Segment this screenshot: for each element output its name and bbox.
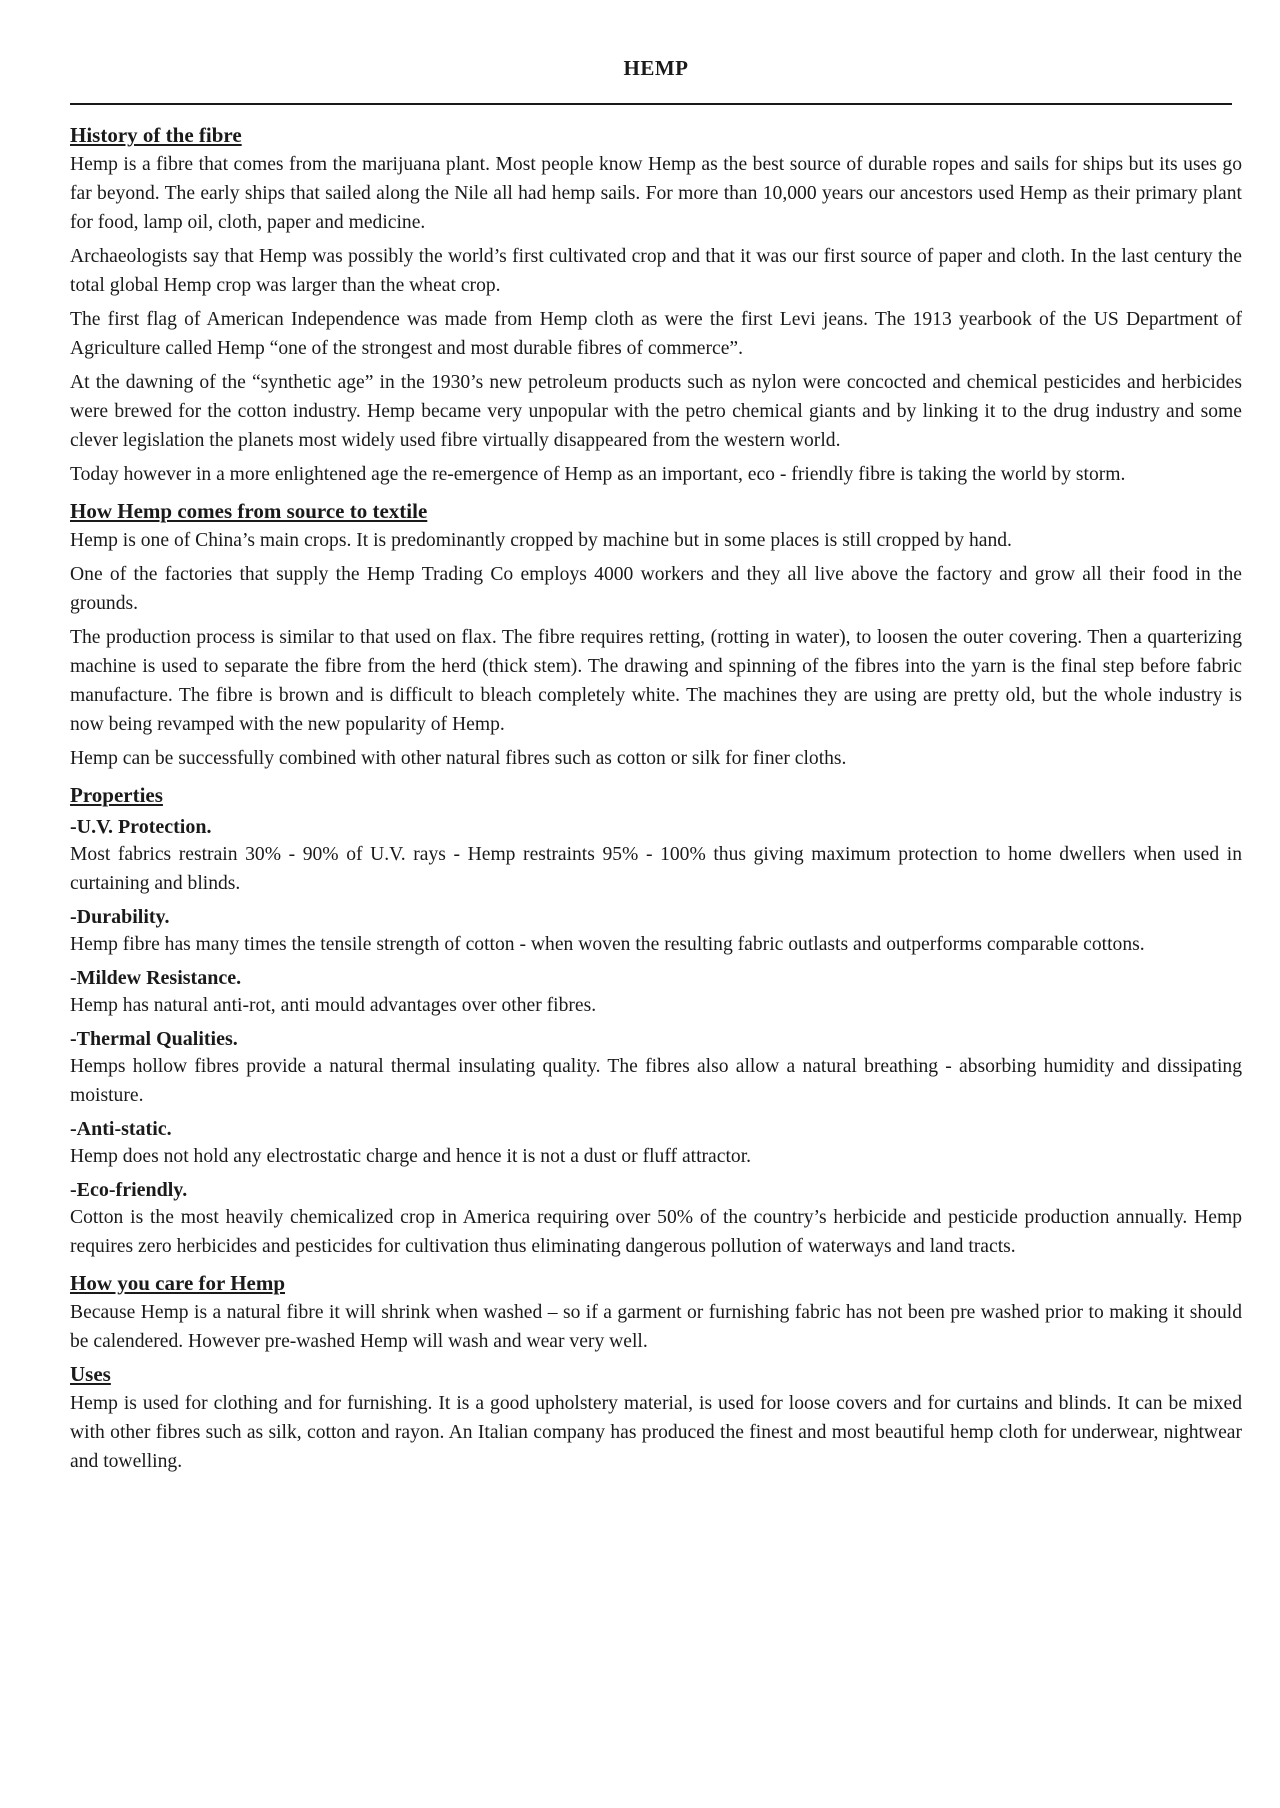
property-title: -Durability. — [70, 906, 170, 928]
section-source-to-textile — [70, 498, 1242, 773]
section-properties — [70, 782, 1242, 1261]
paragraph: Hemp is a fibre that comes from the marijuana plant. Most people know Hemp as the best source of durable ropes and sails for ships but its uses go far beyond. The early ships that sailed along the Nile all had hemp sails. For more than 10,000 years our ancestors used Hemp as their primary plant for food, lamp oil, cloth, paper and medicine. — [70, 154, 1242, 233]
document-body — [70, 122, 1242, 1481]
property-text: Hemp fibre has many times the tensile strength of cotton - when woven the resulting fabric outlasts and outperforms comparable cottons. — [70, 934, 1145, 955]
paragraph: The first flag of American Independence was made from Hemp cloth as were the first Levi jeans. The 1913 yearbook of the US Department of Agriculture called Hemp “one of the strongest and most durable fibres of commerce”. — [70, 309, 1242, 359]
property-text: Cotton is the most heavily chemicalized crop in America requiring over 50% of the country’s herbicide and pesticide production annually. Hemp requires zero herbicides and pesticides for cultivation thus eliminating dangerous pollution of waterways and land tracts. — [70, 1207, 1242, 1257]
section-heading-properties: Properties — [70, 783, 163, 807]
page-title: HEMP — [623, 56, 689, 80]
paragraph: At the dawning of the “synthetic age” in the 1930’s new petroleum products such as nylon were concocted and chemical pesticides and herbicides were brewed for the cotton industry. Hemp became very unpopular with the petro chemical giants and by linking it to the drug industry and some clever legislation the planets most widely used fibre virtually disappeared from the western world. — [70, 372, 1242, 451]
property-title: -U.V. Protection. — [70, 816, 212, 838]
property-text: Hemp does not hold any electrostatic charge and hence it is not a dust or fluff attractor. — [70, 1146, 752, 1167]
section-history — [70, 122, 1242, 489]
paragraph: Archaeologists say that Hemp was possibly the world’s first cultivated crop and that it was our first source of paper and cloth. In the last century the total global Hemp crop was larger than the wheat crop. — [70, 246, 1242, 296]
property-title: -Anti-static. — [70, 1118, 172, 1140]
paragraph: Hemp is one of China’s main crops. It is predominantly cropped by machine but in some places is still cropped by hand. — [70, 530, 1012, 551]
section-heading-history: History of the fibre — [70, 123, 242, 147]
property-text: Hemp has natural anti-rot, anti mould advantages over other fibres. — [70, 995, 597, 1016]
paragraph: Because Hemp is a natural fibre it will shrink when washed – so if a garment or furnishing fabric has not been pre washed prior to making it should be calendered. However pre-washed Hemp will wash and wear very well. — [70, 1302, 1242, 1352]
paragraph: Today however in a more enlightened age the re-emergence of Hemp as an important, eco - friendly fibre is taking the world by storm. — [70, 464, 1126, 485]
section-heading-uses: Uses — [70, 1362, 111, 1386]
paragraph: Hemp is used for clothing and for furnishing. It is a good upholstery material, is used for loose covers and for curtains and blinds. It can be mixed with other fibres such as silk, cotton and rayon. An Italian company has produced the finest and most beautiful hemp cloth for underwear, nightwear and towelling. — [70, 1393, 1242, 1472]
paragraph: The production process is similar to that used on flax. The fibre requires retting, (rotting in water), to loosen the outer covering. Then a quarterizing machine is used to separate the fibre from the herd (thick stem). The drawing and spinning of the fibres into the yarn is the final step before fabric manufacture. The fibre is brown and is difficult to bleach completely white. The machines they are using are pretty old, but the whole industry is now being revamped with the new popularity of Hemp. — [70, 627, 1242, 735]
property-title: -Mildew Resistance. — [70, 967, 242, 989]
section-care — [70, 1270, 1242, 1356]
paragraph: One of the factories that supply the Hemp Trading Co employs 4000 workers and they all live above the factory and grow all their food in the grounds. — [70, 564, 1242, 614]
property-text: Hemps hollow fibres provide a natural thermal insulating quality. The fibres also allow a natural breathing - absorbing humidity and dissipating moisture. — [70, 1056, 1242, 1106]
paragraph: Hemp can be successfully combined with other natural fibres such as cotton or silk for finer cloths. — [70, 748, 847, 769]
section-heading-source: How Hemp comes from source to textile — [70, 499, 428, 523]
property-text: Most fabrics restrain 30% - 90% of U.V. rays - Hemp restraints 95% - 100% thus giving maximum protection to home dwellers when used in curtaining and blinds. — [70, 844, 1242, 894]
property-title: -Thermal Qualities. — [70, 1028, 238, 1050]
section-heading-care: How you care for Hemp — [70, 1271, 286, 1295]
section-uses — [70, 1361, 1242, 1476]
title-divider — [70, 103, 1232, 105]
property-title: -Eco-friendly. — [70, 1179, 188, 1201]
